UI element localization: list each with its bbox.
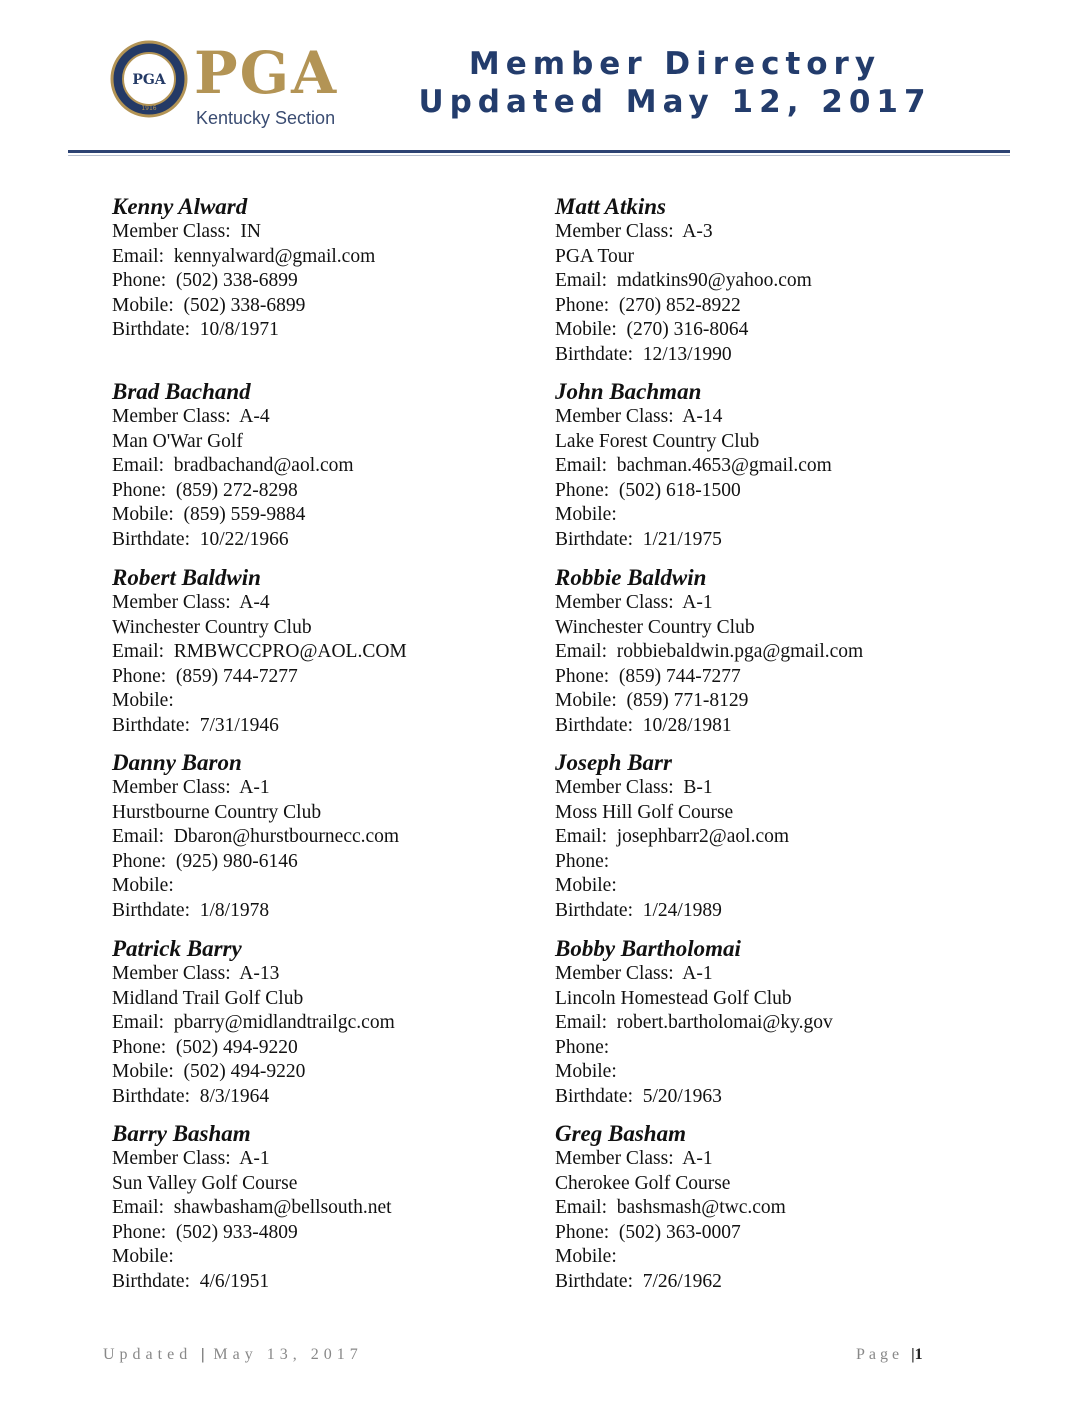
member-detail: Winchester Country Club (112, 616, 312, 638)
member-detail: Birthdate: 12/13/1990 (555, 343, 732, 365)
member-entry (555, 749, 975, 924)
member-detail: Mobile: (555, 875, 617, 897)
member-detail: Phone: (859) 744-7277 (555, 665, 741, 687)
logo-wordmark: PGA (194, 39, 339, 107)
member-entry (555, 193, 975, 368)
member-detail[interactable]: Email: josephbarr2@aol.com (555, 826, 790, 848)
member-detail: Birthdate: 10/8/1971 (112, 319, 279, 341)
member-name: John Bachman (555, 379, 702, 404)
page-subtitle: Updated May 12, 2017 (418, 84, 932, 120)
member-detail: Moss Hill Golf Course (555, 801, 734, 823)
member-detail[interactable]: Email: robbiebaldwin.pga@gmail.com (555, 641, 864, 663)
member-detail: Birthdate: 1/8/1978 (112, 899, 270, 921)
member-detail: Phone: (925) 980-6146 (112, 850, 298, 872)
member-detail[interactable]: Email: robert.bartholomai@ky.gov (555, 1012, 833, 1034)
member-entry (112, 564, 532, 739)
member-detail: Mobile: (859) 771-8129 (555, 690, 749, 712)
svg-text:1916: 1916 (141, 105, 157, 112)
member-name: Kenny Alward (112, 194, 248, 219)
member-detail: Phone: (502) 618-1500 (555, 479, 741, 501)
member-detail: Member Class: A-1 (112, 1148, 270, 1169)
member-detail: Mobile: (502) 494-9220 (112, 1061, 306, 1083)
member-detail: Birthdate: 8/3/1964 (112, 1085, 270, 1107)
member-detail: Phone: (859) 744-7277 (112, 665, 298, 687)
member-detail: Man O'War Golf (112, 430, 243, 452)
member-entry (112, 935, 532, 1110)
member-detail: Mobile: (859) 559-9884 (112, 504, 306, 526)
member-entry (555, 378, 975, 553)
member-detail[interactable]: Email: RMBWCCPRO@AOL.COM (112, 641, 407, 663)
member-detail: Mobile: (112, 690, 174, 712)
member-entry (555, 1120, 975, 1295)
member-detail: Member Class: IN (112, 221, 261, 242)
member-detail: Mobile: (555, 1246, 617, 1268)
member-detail: Lincoln Homestead Golf Club (555, 987, 792, 1009)
member-detail: Member Class: A-4 (112, 406, 270, 427)
member-detail: Mobile: (112, 1246, 174, 1268)
pga-seal-icon (110, 40, 188, 118)
header-divider (68, 150, 1010, 153)
logo-section-name: Kentucky Section (196, 108, 336, 128)
member-detail: Member Class: A-14 (555, 406, 723, 427)
member-detail: Lake Forest Country Club (555, 430, 760, 452)
member-entry (112, 378, 532, 553)
member-detail: Birthdate: 7/31/1946 (112, 714, 279, 736)
member-entry (555, 564, 975, 739)
member-detail[interactable]: Email: bachman.4653@gmail.com (555, 455, 832, 477)
member-entry (555, 935, 975, 1110)
member-name: Brad Bachand (112, 379, 251, 404)
member-detail: Email: kennyalward@gmail.com (112, 245, 376, 267)
member-name: Robert Baldwin (112, 565, 261, 590)
member-name: Danny Baron (112, 750, 242, 775)
member-name: Bobby Bartholomai (555, 936, 741, 961)
member-entry (112, 1120, 532, 1295)
footer-page-separator: | (911, 1346, 915, 1363)
member-detail: Member Class: A-3 (555, 221, 713, 242)
member-name: Joseph Barr (555, 750, 672, 775)
member-detail: Birthdate: 4/6/1951 (112, 1270, 270, 1292)
member-detail: Member Class: A-1 (555, 1148, 713, 1169)
member-detail[interactable]: Email: shawbasham@bellsouth.net (112, 1197, 392, 1219)
member-name: Matt Atkins (555, 194, 666, 219)
member-detail[interactable]: Email: Dbaron@hurstbournecc.com (112, 826, 400, 848)
member-detail: Birthdate: 7/26/1962 (555, 1270, 722, 1292)
member-detail: Birthdate: 5/20/1963 (555, 1085, 722, 1107)
footer-separator: | (201, 1346, 205, 1363)
page-title: Member Directory (468, 46, 882, 82)
member-detail: Mobile: (112, 875, 174, 897)
member-name: Greg Basham (555, 1121, 686, 1146)
member-detail: Mobile: (502) 338-6899 (112, 294, 306, 316)
member-detail[interactable]: Email: bashsmash@twc.com (555, 1197, 786, 1219)
member-entry (112, 749, 532, 924)
page-header (0, 0, 1088, 160)
member-detail: Hurstbourne Country Club (112, 801, 322, 823)
member-detail: Mobile: (270) 316-8064 (555, 319, 749, 341)
member-detail: Member Class: A-1 (555, 592, 713, 613)
footer-page-number (856, 1346, 923, 1364)
member-name: Robbie Baldwin (555, 565, 707, 590)
member-detail: Phone: (502) 933-4809 (112, 1221, 298, 1243)
member-detail: Phone: (502) 363-0007 (555, 1221, 741, 1243)
footer-page-label: Page (856, 1346, 904, 1363)
member-detail: Sun Valley Golf Course (112, 1172, 298, 1194)
member-entry (112, 193, 532, 343)
member-detail: Mobile: (555, 504, 617, 526)
member-detail: Birthdate: 10/22/1966 (112, 528, 289, 550)
member-detail: Phone: (555, 1036, 610, 1058)
member-detail: Phone: (555, 850, 610, 872)
member-detail: Cherokee Golf Course (555, 1172, 731, 1194)
footer-updated (103, 1346, 363, 1364)
member-detail: PGA Tour (555, 245, 634, 267)
member-detail[interactable]: Email: pbarry@midlandtrailgc.com (112, 1012, 395, 1034)
member-detail: Birthdate: 10/28/1981 (555, 714, 732, 736)
member-detail: Mobile: (555, 1061, 617, 1083)
member-name: Barry Basham (112, 1121, 251, 1146)
member-detail: Winchester Country Club (555, 616, 755, 638)
member-detail: Member Class: A-13 (112, 963, 280, 984)
member-detail: Birthdate: 1/24/1989 (555, 899, 722, 921)
footer-page-value: 1 (914, 1346, 923, 1363)
member-detail: Phone: (270) 852-8922 (555, 294, 741, 316)
pga-logo (110, 40, 370, 132)
member-detail[interactable]: Email: bradbachand@aol.com (112, 455, 354, 477)
member-name: Patrick Barry (112, 936, 242, 961)
member-detail: Member Class: B-1 (555, 777, 713, 798)
member-detail: Member Class: A-1 (112, 777, 270, 798)
footer-updated-date: May 13, 2017 (213, 1346, 363, 1363)
member-detail: Phone: (502) 494-9220 (112, 1036, 298, 1058)
member-detail: Birthdate: 1/21/1975 (555, 528, 722, 550)
member-detail[interactable]: Email: mdatkins90@yahoo.com (555, 270, 812, 292)
member-detail: Midland Trail Golf Club (112, 987, 304, 1009)
svg-text:PGA: PGA (132, 72, 166, 88)
member-detail: Phone: (502) 338-6899 (112, 270, 298, 292)
member-detail: Phone: (859) 272-8298 (112, 479, 298, 501)
member-detail: Member Class: A-4 (112, 592, 270, 613)
header-divider-thin (68, 155, 1010, 156)
footer-updated-label: Updated (103, 1346, 193, 1363)
member-detail: Member Class: A-1 (555, 963, 713, 984)
